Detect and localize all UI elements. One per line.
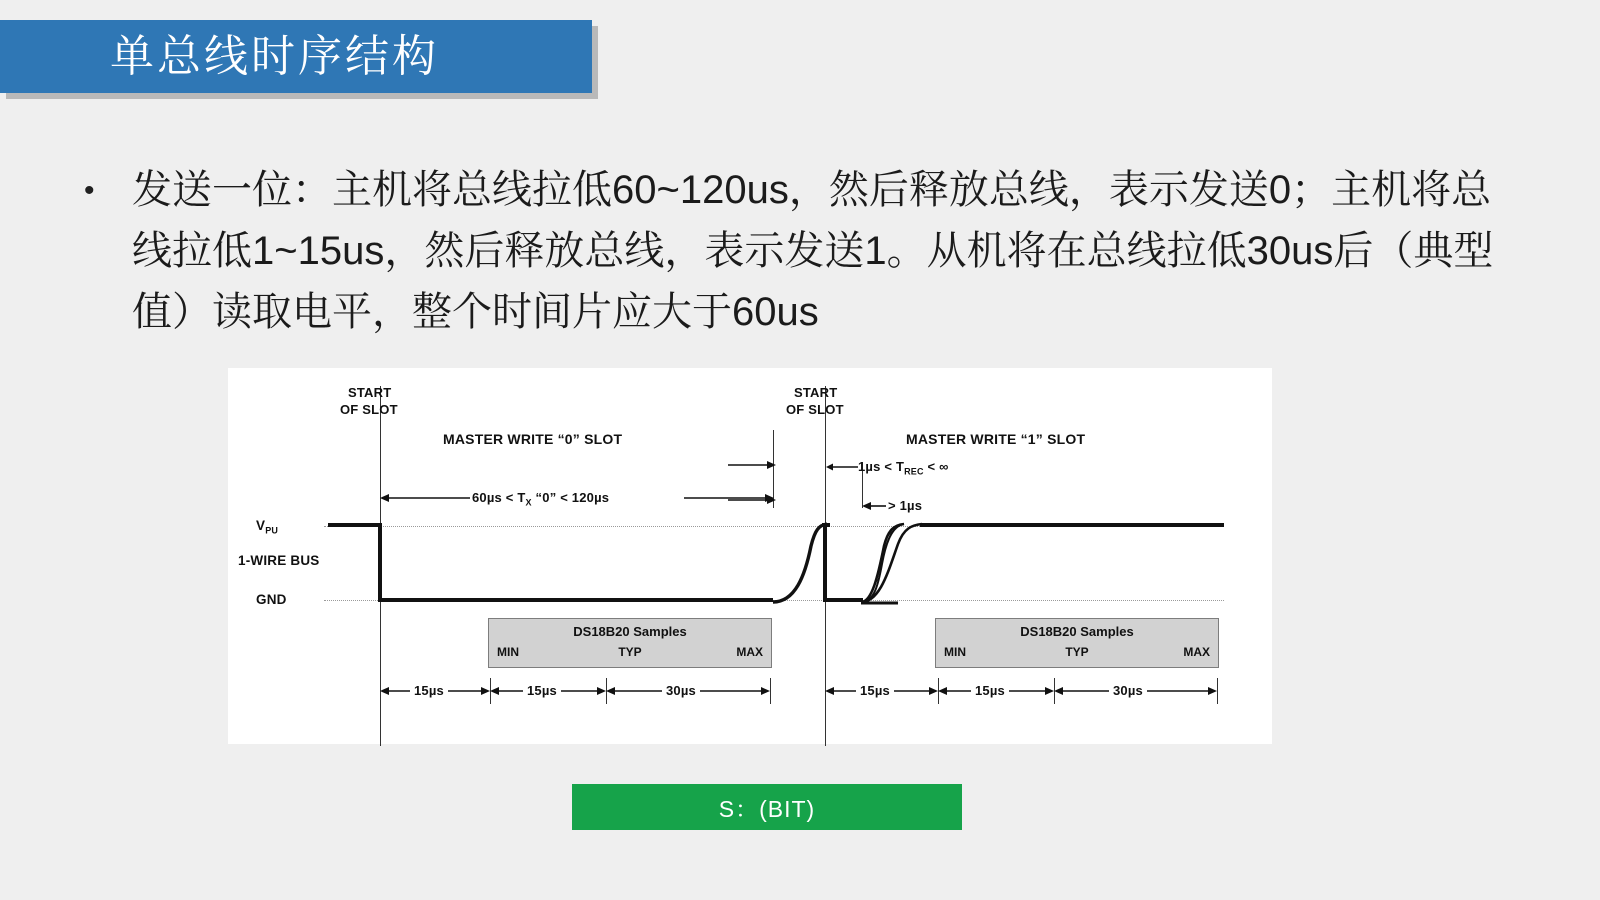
- start-of-slot-1-line1: START: [348, 385, 392, 400]
- bullet-paragraph: [84, 160, 1504, 343]
- start-of-slot-2-line2: OF SLOT: [786, 402, 844, 417]
- measure-30us-b-label: 30µs: [1109, 683, 1147, 698]
- waveform-high-pre: [328, 523, 381, 527]
- master-write-1-title: MASTER WRITE “1” SLOT: [906, 431, 1086, 447]
- waveform-high-post: [920, 523, 1224, 527]
- bullet-text: 发送一位：主机将总线拉低60~120us，然后释放总线，表示发送0；主机将总线拉低1~15us，然后释放总线，表示发送1。从机将在总线拉低30us后（典型值）读取电平，整个时间片应大于60us: [132, 168, 1494, 334]
- slot-gap-arrow-upper: [728, 458, 776, 472]
- sample-window-write1-min: MIN: [944, 645, 966, 659]
- trec-annotation-suffix: < ∞: [923, 459, 949, 474]
- sample-window-write0-title: DS18B20 Samples: [573, 624, 687, 639]
- sample-window-write0-typ: TYP: [618, 645, 642, 659]
- sample-window-write1-title: DS18B20 Samples: [1020, 624, 1134, 639]
- waveform-rc-rise-1: [771, 520, 829, 606]
- bullet-marker: •: [84, 174, 95, 207]
- gt-1us-arrow: [862, 499, 888, 513]
- waveform-falling-edge-2: [823, 523, 827, 602]
- trec-annotation-subscript: REC: [904, 466, 924, 477]
- measure-30us-a-label: 30µs: [662, 683, 700, 698]
- master-write-0-title: MASTER WRITE “0” SLOT: [443, 431, 623, 447]
- bus-label: 1-WIRE BUS: [238, 553, 320, 568]
- gt-1us-label: > 1µs: [888, 498, 923, 513]
- bit-label-button-text: S：(BIT): [718, 795, 816, 822]
- trec-arrow-left: [826, 460, 860, 474]
- bit-label-button[interactable]: [572, 784, 962, 830]
- waveform-low-write1: [823, 598, 863, 602]
- tx0-range-label: [472, 490, 609, 508]
- tx0-arrow-left: [380, 491, 472, 505]
- measure-15us-b-label: 15µs: [523, 683, 561, 698]
- vpu-label-subscript: PU: [265, 525, 279, 536]
- gnd-label: GND: [256, 592, 287, 607]
- vpu-label-text: V: [256, 518, 266, 533]
- vpu-label: [256, 518, 278, 536]
- tick-right-3: [1217, 678, 1218, 704]
- waveform-low-write0: [378, 598, 773, 602]
- page-title: 单总线时序结构: [110, 32, 439, 81]
- sample-window-write0-max: MAX: [736, 645, 763, 659]
- tx0-range-subscript: X: [525, 497, 532, 508]
- measure-15us-d-label: 15µs: [971, 683, 1009, 698]
- sample-window-write1-typ: TYP: [1065, 645, 1089, 659]
- measure-15us-a-label: 15µs: [410, 683, 448, 698]
- measure-15us-c-label: 15µs: [856, 683, 894, 698]
- slot-gap-arrow-lower: [728, 493, 776, 507]
- timing-diagram: [228, 368, 1272, 744]
- start-of-slot-1-line2: OF SLOT: [340, 402, 398, 417]
- sample-window-write1-max: MAX: [1183, 645, 1210, 659]
- trec-annotation: [858, 459, 949, 477]
- tx0-range-prefix: 60µs < T: [472, 490, 526, 505]
- timing-diagram-canvas: [228, 368, 1272, 744]
- sample-window-write1: [935, 618, 1219, 668]
- tx0-range-suffix: “0” < 120µs: [531, 490, 610, 505]
- sample-window-write0-min: MIN: [497, 645, 519, 659]
- tick-left-3: [770, 678, 771, 704]
- trec-annotation-prefix: 1µs < T: [858, 459, 905, 474]
- sample-window-write0: [488, 618, 772, 668]
- waveform-hatched-recovery: [858, 520, 932, 606]
- start-of-slot-2-line1: START: [794, 385, 838, 400]
- waveform-falling-edge-1: [378, 523, 382, 602]
